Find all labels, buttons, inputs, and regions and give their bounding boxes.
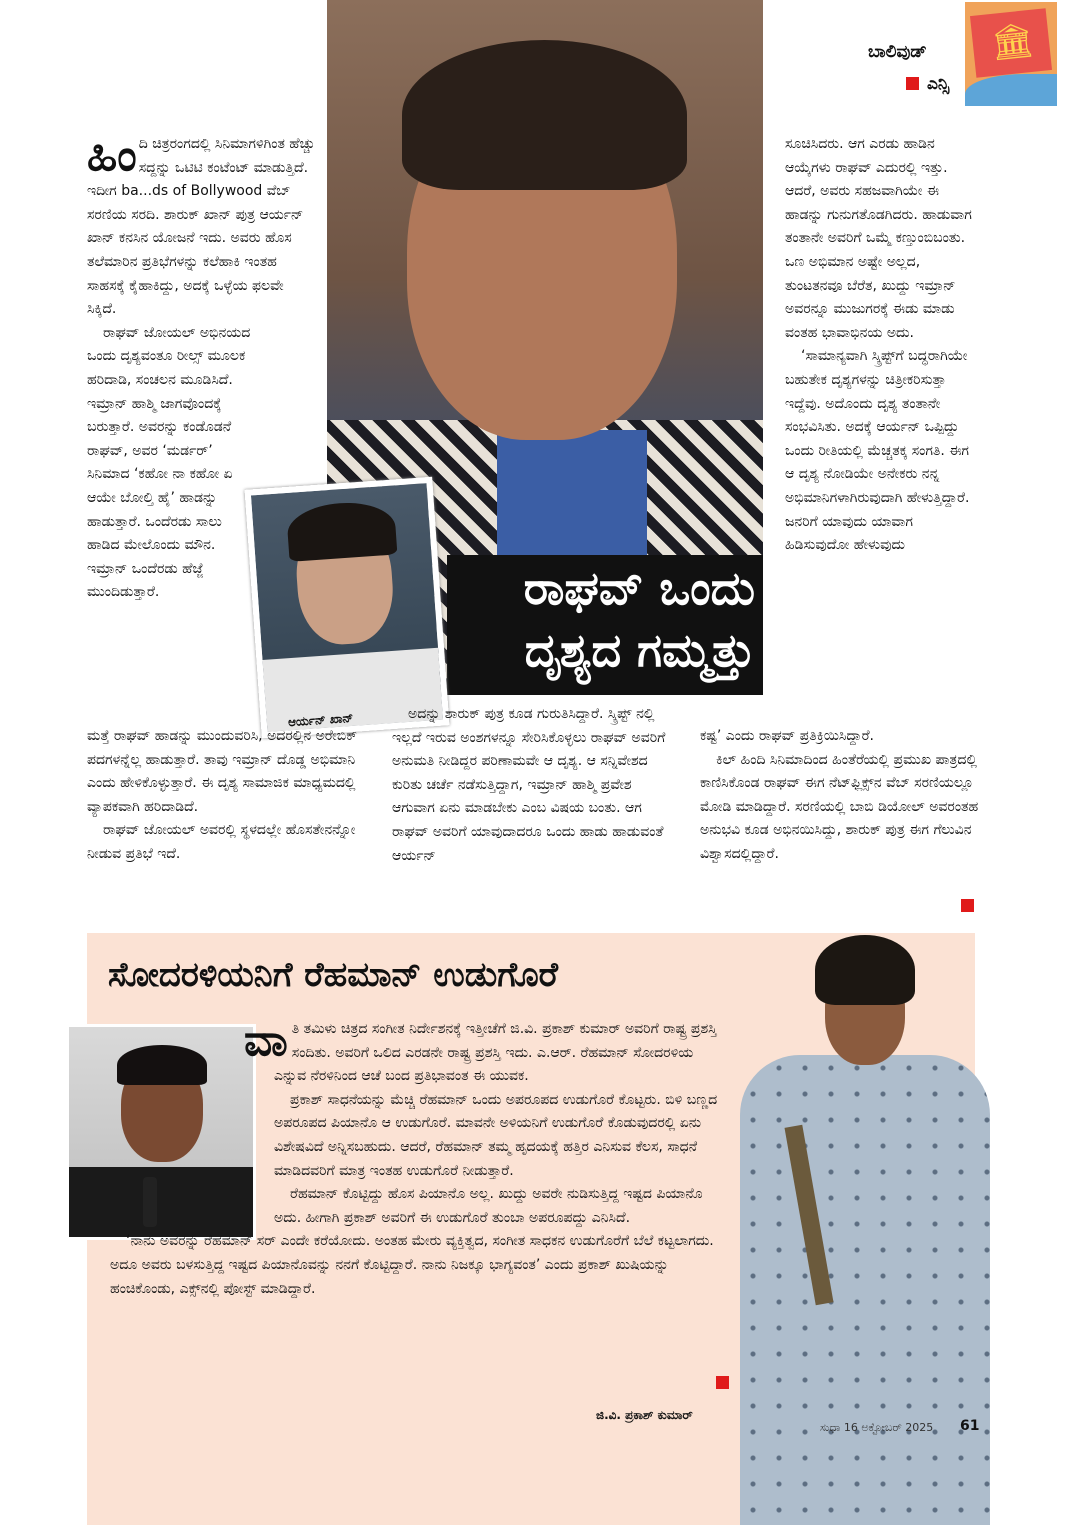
paragraph: ಮತ್ತೆ ರಾಘವ್ ಹಾಡನ್ನು ಮುಂದುವರಿಸಿ, ಅದರಲ್ಲಿನ ಅರೇಬಿಕ್ ಪದಗಳನ್ನೆಲ್ಲ ಹಾಡುತ್ತಾರೆ. ತಾವು ಇಮ್ರಾನ್ ದೊಡ್ಡ ಅಭಿಮಾನಿ ಎಂದು ಹೇಳಿಕೊಳ್ಳುತ್ತಾರೆ. ಈ ದೃಶ್ಯ ಸಾಮಾಜಿಕ ಮಾಧ್ಯಮದಲ್ಲಿ ವ್ಯಾಪಕವಾಗಿ ಹರಿದಾಡಿದೆ. — [87, 728, 358, 815]
temple-icon: 🏛 — [988, 19, 1037, 64]
end-mark-icon — [961, 899, 974, 912]
gv-prakash-photo — [720, 925, 1010, 1525]
article-column-1 — [87, 130, 315, 605]
headline-line-1: ರಾಘವ್ ಒಂದು — [523, 561, 755, 615]
paragraph: ಸೂಚಿಸಿದರು. ಆಗ ಎರಡು ಹಾಡಿನ ಆಯ್ಕೆಗಳು ರಾಘವ್ ಎದುರಲ್ಲಿ ಇತ್ತು. ಆದರೆ, ಅವರು ಸಹಜವಾಗಿಯೇ ಈ ಹಾಡನ್ನು ಗುನುಗತೊಡಗಿದರು. ಹಾಡುವಾಗ ತಂತಾನೇ ಅವರಿಗೆ ಒಮ್ಮೆ ಕಣ್ತುಂಬಿಬಂತು. ಒಣ ಅಭಿಮಾನ ಅಷ್ಟೇ ಅಲ್ಲದ, ತುಂಟತನವೂ ಬೆರೆತ, ಖುದ್ದು ಇಮ್ರಾನ್ ಅವರನ್ನೂ ಮುಜುಗರಕ್ಕೆ ಈಡು ಮಾಡು ವಂತಹ ಭಾವಾಭಿನಯ ಅದು. — [785, 136, 972, 341]
paragraph: ದಿ ಚಿತ್ರರಂಗದಲ್ಲಿ ಸಿನಿಮಾಗಳಿಗಿಂತ ಹೆಚ್ಚು ಸದ್ದನ್ನು ಒಟಿಟಿ ಕಂಟೆಂಟ್ ಮಾಡುತ್ತಿದೆ. ಇದೀಗ ba...ds of Bollywood ವೆಬ್ ಸರಣಿಯ ಸರದಿ. ಶಾರುಕ್ ಖಾನ್ ಪುತ್ರ ಆರ್ಯನ್ ಖಾನ್ ಕನಸಿನ ಯೋಜನೆ ಇದು. ಅವರು ಹೊಸ ತಲೆಮಾರಿನ ಪ್ರತಿಭೆಗಳನ್ನು ಕಲೆಹಾಕಿ ಇಂತಹ ಸಾಹಸಕ್ಕೆ ಕೈಹಾಕಿದ್ದು, ಅದಕ್ಕೆ ಒಳ್ಳೆಯ ಫಲವೇ ಸಿಕ್ಕಿದೆ. — [87, 136, 315, 318]
paragraph: ತಿ ತಮಿಳು ಚಿತ್ರದ ಸಂಗೀತ ನಿರ್ದೇಶನಕ್ಕೆ ಇತ್ತೀಚೆಗೆ ಜಿ.ವಿ. ಪ್ರಕಾಶ್ ಕುಮಾರ್ ಅವರಿಗೆ ರಾಷ್ಟ್ರ ಪ್ರಶಸ್ತಿ ಸಂದಿತು. ಅವರಿಗೆ ಒಲಿದ ಎರಡನೇ ರಾಷ್ಟ್ರ ಪ್ರಶಸ್ತಿ ಇದು. ಎ.ಆರ್. ರೆಹಮಾನ್ ಸೋದರಳಿಯ ಎನ್ನುವ ನೆರಳಿನಿಂದ ಆಚೆ ಬಂದ ಪ್ರತಿಭಾವಂತ ಈ ಯುವಕ. — [274, 1021, 717, 1085]
headline-line-2: ದೃಶ್ಯದ ಗಮ್ಮತ್ತು — [524, 623, 755, 677]
end-mark-icon — [716, 1376, 729, 1389]
issue-date: ಸುಧಾ 16 ಅಕ್ಟೋಬರ್ 2025 — [820, 1421, 934, 1434]
section-logo — [965, 2, 1057, 106]
paragraph: ರಾಘವ್ ಜೋಯಲ್ ಅವರಲ್ಲಿ ಸ್ಥಳದಲ್ಲೇ ಹೊಸತೇನನ್ನೋ ನೀಡುವ ಪ್ರತಿಭೆ ಇದೆ. — [87, 822, 356, 862]
headline-box — [447, 555, 763, 695]
paragraph: ರೆಹಮಾನ್ ಕೊಟ್ಟಿದ್ದು ಹೊಸ ಪಿಯಾನೊ ಅಲ್ಲ. ಖುದ್ದು ಅವರೇ ನುಡಿಸುತ್ತಿದ್ದ ಇಷ್ಟದ ಪಿಯಾನೊ ಅದು. ಹೀಗಾಗಿ ಪ್ರಕಾಶ್ ಅವರಿಗೆ ಈ ಉಡುಗೊರೆ ತುಂಬಾ ಅಪರೂಪದ್ದು ಎನಿಸಿದೆ. — [274, 1186, 703, 1226]
paragraph: ‘ಸಾಮಾನ್ಯವಾಗಿ ಸ್ಕ್ರಿಪ್ಟ್‌ಗೆ ಬದ್ಧರಾಗಿಯೇ ಬಹುತೇಕ ದೃಶ್ಯಗಳನ್ನು ಚಿತ್ರೀಕರಿಸುತ್ತಾ ಇದ್ದೆವು. ಅದೊಂದು ದೃಶ್ಯ ತಂತಾನೇ ಸಂಭವಿಸಿತು. ಅದಕ್ಕೆ ಆರ್ಯನ್ ಒಪ್ಪಿದ್ದು ಒಂದು ರೀತಿಯಲ್ಲಿ ಮೆಚ್ಚತಕ್ಕ ಸಂಗತಿ. ಈಗ ಆ ದೃಶ್ಯ ನೋಡಿಯೇ ಅನೇಕರು ನನ್ನ ಅಭಿಮಾನಿಗಳಾಗಿರುವುದಾಗಿ ಹೇಳುತ್ತಿದ್ದಾರೆ. ಜನರಿಗೆ ಯಾವುದು ಯಾವಾಗ ಹಿಡಿಸುವುದೋ ಹೇಳುವುದು — [785, 348, 970, 554]
article-column-2 — [392, 703, 677, 868]
page-number: 61 — [960, 1418, 980, 1434]
drop-cap: ವಾ — [244, 1015, 288, 1066]
sidebar-story-text — [110, 1015, 720, 1301]
paragraph: ಕಷ್ಟ’ ಎಂದು ರಾಘವ್ ಪ್ರತಿಕ್ರಿಯಿಸಿದ್ದಾರೆ. — [700, 728, 874, 744]
photo-caption: ಜಿ.ವಿ. ಪ್ರಕಾಶ್ ಕುಮಾರ್ — [596, 1408, 693, 1422]
section-label: ಬಾಲಿವುಡ್ — [868, 42, 927, 62]
sidebar-story-title: ಸೋದರಳಿಯನಿಗೆ ರೆಹಮಾನ್ ಉಡುಗೊರೆ — [108, 955, 559, 995]
paragraph: ಪ್ರಕಾಶ್ ಸಾಧನೆಯನ್ನು ಮೆಚ್ಚಿ ರೆಹಮಾನ್ ಒಂದು ಅಪರೂಪದ ಉಡುಗೊರೆ ಕೊಟ್ಟರು. ಬಿಳಿ ಬಣ್ಣದ ಅಪರೂಪದ ಪಿಯಾನೊ ಆ ಉಡುಗೊರೆ. ಮಾವನೇ ಅಳಿಯನಿಗೆ ಉಡುಗೊರೆ ಕೊಡುವುದರಲ್ಲಿ ಏನು ವಿಶೇಷವಿದೆ ಅನ್ನಿಸಬಹುದು. ಆದರೆ, ರೆಹಮಾನ್ ತಮ್ಮ ಹೃದಯಕ್ಕೆ ಹತ್ತಿರ ಎನಿಸುವ ಕೆಲಸ, ಸಾಧನೆ ಮಾಡಿದವರಿಗೆ ಮಾತ್ರ ಇಂತಹ ಉಡುಗೊರೆ ನೀಡುತ್ತಾರೆ. — [274, 1091, 718, 1179]
article-column-1-lower — [87, 725, 377, 867]
photo-caption: ಆರ್ಯನ್ ಖಾನ್ — [287, 710, 354, 730]
red-square-icon — [906, 77, 919, 90]
paragraph: ‘ನಾನು ಅವರನ್ನು ರೆಹಮಾನ್ ಸರ್ ಎಂದೇ ಕರೆಯೋದು. ಅಂತಹ ಮೇರು ವ್ಯಕ್ತಿತ್ವದ, ಸಂಗೀತ ಸಾಧಕನ ಉಡುಗೊರೆಗೆ ಬೆಲೆ ಕಟ್ಟಲಾಗದು. ಅದೂ ಅವರು ಬಳಸುತ್ತಿದ್ದ ಇಷ್ಟದ ಪಿಯಾನೊವನ್ನು ನನಗೆ ಕೊಟ್ಟಿದ್ದಾರೆ. ನಾನು ನಿಜಕ್ಕೂ ಭಾಗ್ಯವಂತ’ ಎಂದು ಪ್ರಕಾಶ್ ಖುಷಿಯನ್ನು ಹಂಚಿಕೊಂಡು, ಎಕ್ಸ್‌ನಲ್ಲಿ ಪೋಸ್ಟ್ ಮಾಡಿದ್ದಾರೆ. — [110, 1233, 714, 1297]
paragraph: ಕಿಲ್ ಹಿಂದಿ ಸಿನಿಮಾದಿಂದ ಹಿಂತೆರೆಯಲ್ಲಿ ಪ್ರಮುಖ ಪಾತ್ರದಲ್ಲಿ ಕಾಣಿಸಿಕೊಂಡ ರಾಘವ್ ಈಗ ನೆಟ್‌ಫ್ಲಿಕ್ಸ್‌ನ ವೆಬ್ ಸರಣಿಯಲ್ಲೂ ಮೋಡಿ ಮಾಡಿದ್ದಾರೆ. ಸರಣಿಯಲ್ಲಿ ಬಾಬಿ ಡಿಯೋಲ್ ಅವರಂತಹ ಅನುಭವಿ ಕೂಡ ಅಭಿನಯಿಸಿದ್ದು, ಶಾರುಕ್ ಪುತ್ರ ಈಗ ಗೆಲುವಿನ ವಿಶ್ವಾಸದಲ್ಲಿದ್ದಾರೆ. — [700, 751, 979, 862]
article-column-3 — [785, 133, 975, 558]
paragraph: ರಾಘವ್ ಜೋಯಲ್ ಅಭಿನಯದ ಒಂದು ದೃಶ್ಯವಂತೂ ರೀಲ್ಸ್ ಮೂಲಕ ಹರಿದಾಡಿ, ಸಂಚಲನ ಮೂಡಿಸಿದೆ. ಇಮ್ರಾನ್ ಹಾಶ್ಮಿ ಜಾಗವೊಂದಕ್ಕೆ ಬರುತ್ತಾರೆ. ಅವರನ್ನು ಕಂಡೊಡನೆ ರಾಘವ್, ಅವರ ‘ಮರ್ಡರ್’ ಸಿನಿಮಾದ ‘ಕಹೋ ನಾ ಕಹೋ ಏ ಆಯೇ ಬೋಲ್ತಿ ಹೈ’ ಹಾಡನ್ನು ಹಾಡುತ್ತಾರೆ. ಒಂದೆರಡು ಸಾಲು ಹಾಡಿದ ಮೇಲೊಂದು ಮೌನ. ಇಮ್ರಾನ್ ಒಂದೆರಡು ಹೆಜ್ಜೆ ಮುಂದಿಡುತ್ತಾರೆ. — [87, 324, 251, 601]
paragraph: ಅದನ್ನು ಶಾರುಕ್ ಪುತ್ರ ಕೂಡ ಗುರುತಿಸಿದ್ದಾರೆ. ಸ್ಕ್ರಿಪ್ಟ್ ನಲ್ಲಿ ಇಲ್ಲದೆ ಇರುವ ಅಂಶಗಳನ್ನೂ ಸೇರಿಸಿಕೊಳ್ಳಲು ರಾಘವ್ ಅವರಿಗೆ ಅನುಮತಿ ನೀಡಿದ್ದರ ಪರಿಣಾಮವೇ ಆ ದೃಶ್ಯ. ಆ ಸನ್ನಿವೇಶದ ಕುರಿತು ಚರ್ಚೆ ನಡೆಸುತ್ತಿದ್ದಾಗ, ಇಮ್ರಾನ್ ಹಾಶ್ಮಿ ಪ್ರವೇಶ ಆಗುವಾಗ ಏನು ಮಾಡಬೇಕು ಎಂಬ ವಿಷಯ ಬಂತು. ಆಗ ರಾಘವ್ ಅವರಿಗೆ ಯಾವುದಾದರೂ ಒಂದು ಹಾಡು ಹಾಡುವಂತೆ ಆರ್ಯನ್ — [392, 706, 666, 864]
drop-cap: ಹಿಂ — [87, 130, 137, 181]
article-column-3-lower — [700, 725, 980, 867]
section-sub: ಎನ್ಸಿ — [906, 74, 949, 94]
